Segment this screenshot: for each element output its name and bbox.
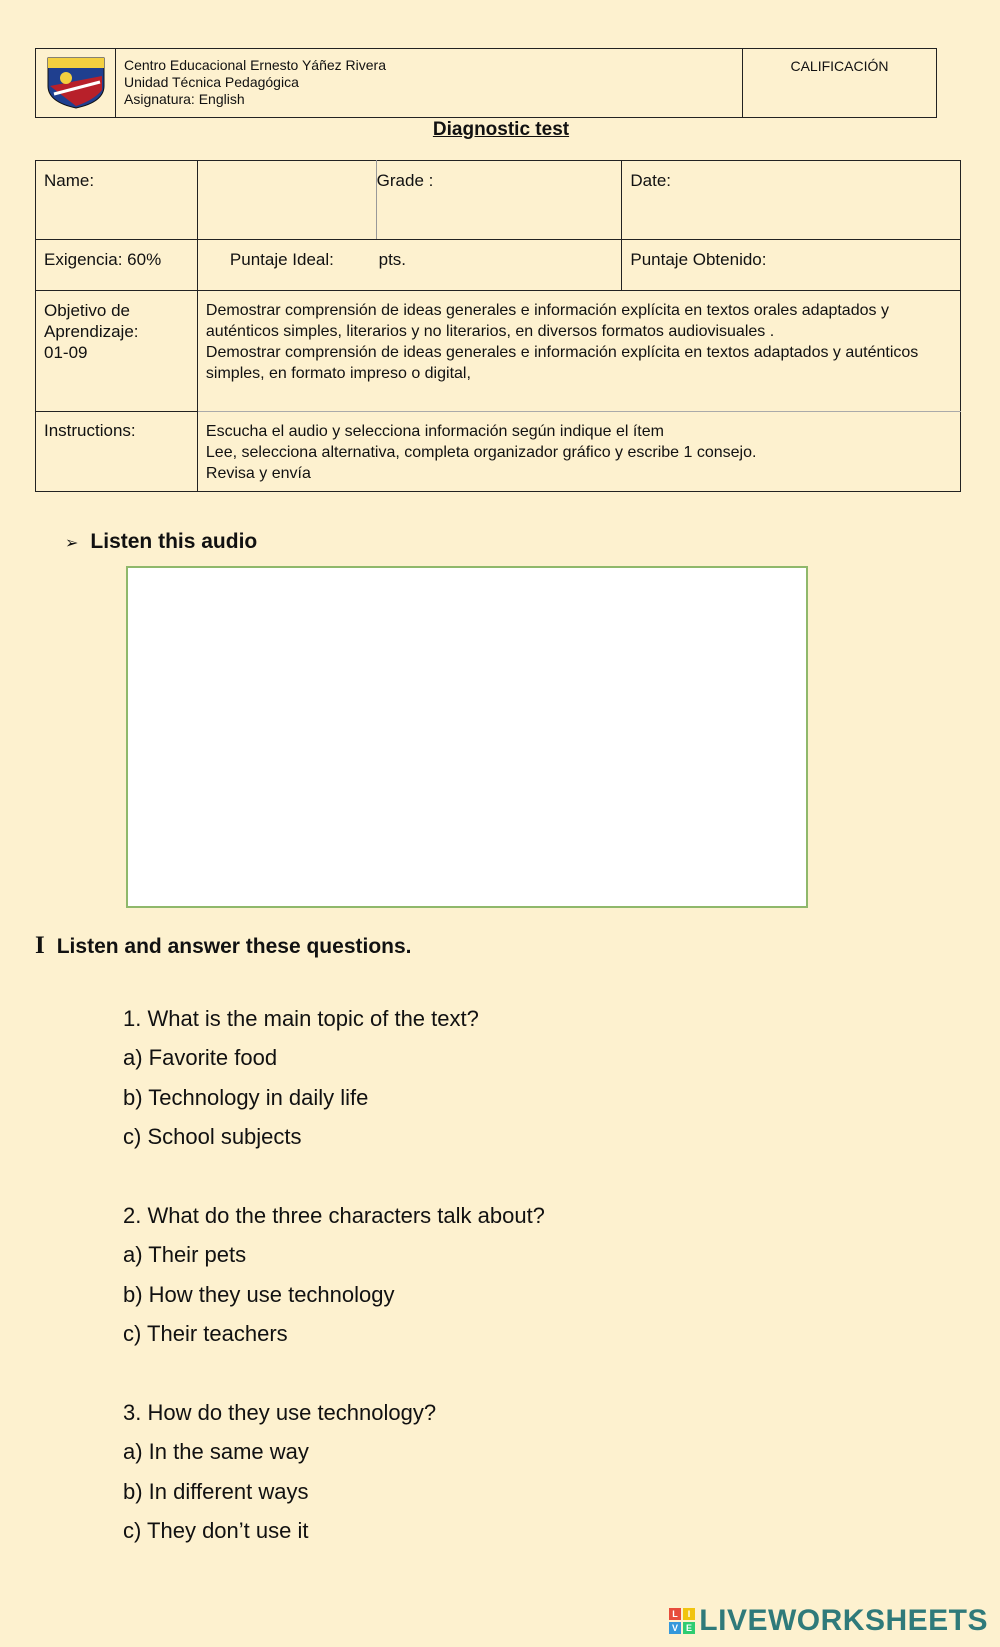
- answer-option[interactable]: c) School subjects: [123, 1124, 302, 1149]
- student-info-table: [35, 160, 961, 492]
- school-logo-cell: [36, 49, 116, 117]
- school-crest-logo: [44, 56, 108, 110]
- answer-option[interactable]: b) Technology in daily life: [123, 1085, 369, 1110]
- page-title: Diagnostic test: [432, 119, 570, 140]
- question-1: 1. What is the main topic of the text?: [123, 1006, 479, 1031]
- audio-player-box[interactable]: [126, 566, 808, 908]
- instructions-label-cell: Instructions:: [36, 412, 198, 492]
- answer-option[interactable]: c) Their teachers: [123, 1321, 288, 1346]
- puntaje-obtenido-cell: Puntaje Obtenido:: [622, 240, 961, 291]
- answer-option[interactable]: c) They don’t use it: [123, 1518, 309, 1543]
- answer-option[interactable]: b) In different ways: [123, 1479, 309, 1504]
- grade-cell[interactable]: Grade :: [376, 161, 622, 240]
- section-heading: I Listen and answer these questions.: [35, 932, 412, 959]
- liveworksheets-logo[interactable]: L I V E LIVEWORKSHEETS: [669, 1604, 988, 1638]
- instructions-text-cell: Escucha el audio y selecciona información según indique el ítem Lee, selecciona alternativa, completa organizador gráfico y escribe 1 consejo. Revisa y envía: [197, 412, 960, 492]
- name-label-cell: Name:: [36, 161, 198, 240]
- name-input-cell[interactable]: [197, 161, 376, 240]
- calificacion-cell: CALIFICACIÓN: [790, 58, 889, 74]
- school-header: [35, 48, 937, 118]
- subject-line: Asignatura: English: [124, 91, 245, 107]
- answer-option[interactable]: a) In the same way: [123, 1439, 309, 1464]
- question-3: 3. How do they use technology?: [123, 1400, 437, 1425]
- objetivo-label-cell: Objetivo de Aprendizaje: 01-09: [36, 291, 198, 412]
- arrow-bullet-icon: ➢: [65, 535, 79, 552]
- school-name: Centro Educacional Ernesto Yáñez Rivera: [124, 57, 387, 73]
- answer-option[interactable]: a) Favorite food: [123, 1045, 278, 1070]
- school-unit: Unidad Técnica Pedagógica: [124, 74, 299, 90]
- liveworksheets-icon: L I V E: [669, 1608, 695, 1634]
- objetivo-text-cell: [197, 291, 960, 412]
- exigencia-cell: Exigencia: 60%: [36, 240, 198, 291]
- puntaje-ideal-cell: Puntaje Ideal: pts.: [197, 240, 621, 291]
- date-cell[interactable]: Date:: [622, 161, 961, 240]
- answer-option[interactable]: a) Their pets: [123, 1242, 247, 1267]
- objetivo-text-1: Demostrar comprensión de ideas generales e información explícita en textos orales adaptados y auténticos simples, literarios y no literarios, en diversos formatos audiovisuales .: [205, 302, 889, 340]
- answer-option[interactable]: b) How they use technology: [123, 1282, 395, 1307]
- question-2: 2. What do the three characters talk about?: [123, 1203, 545, 1228]
- listen-heading: ➢ Listen this audio: [65, 530, 258, 553]
- school-info: [116, 49, 743, 117]
- objetivo-text-2: Demostrar comprensión de ideas generales e información explícita en textos adaptados y auténticos simples, en formato impreso o digital,: [205, 344, 919, 382]
